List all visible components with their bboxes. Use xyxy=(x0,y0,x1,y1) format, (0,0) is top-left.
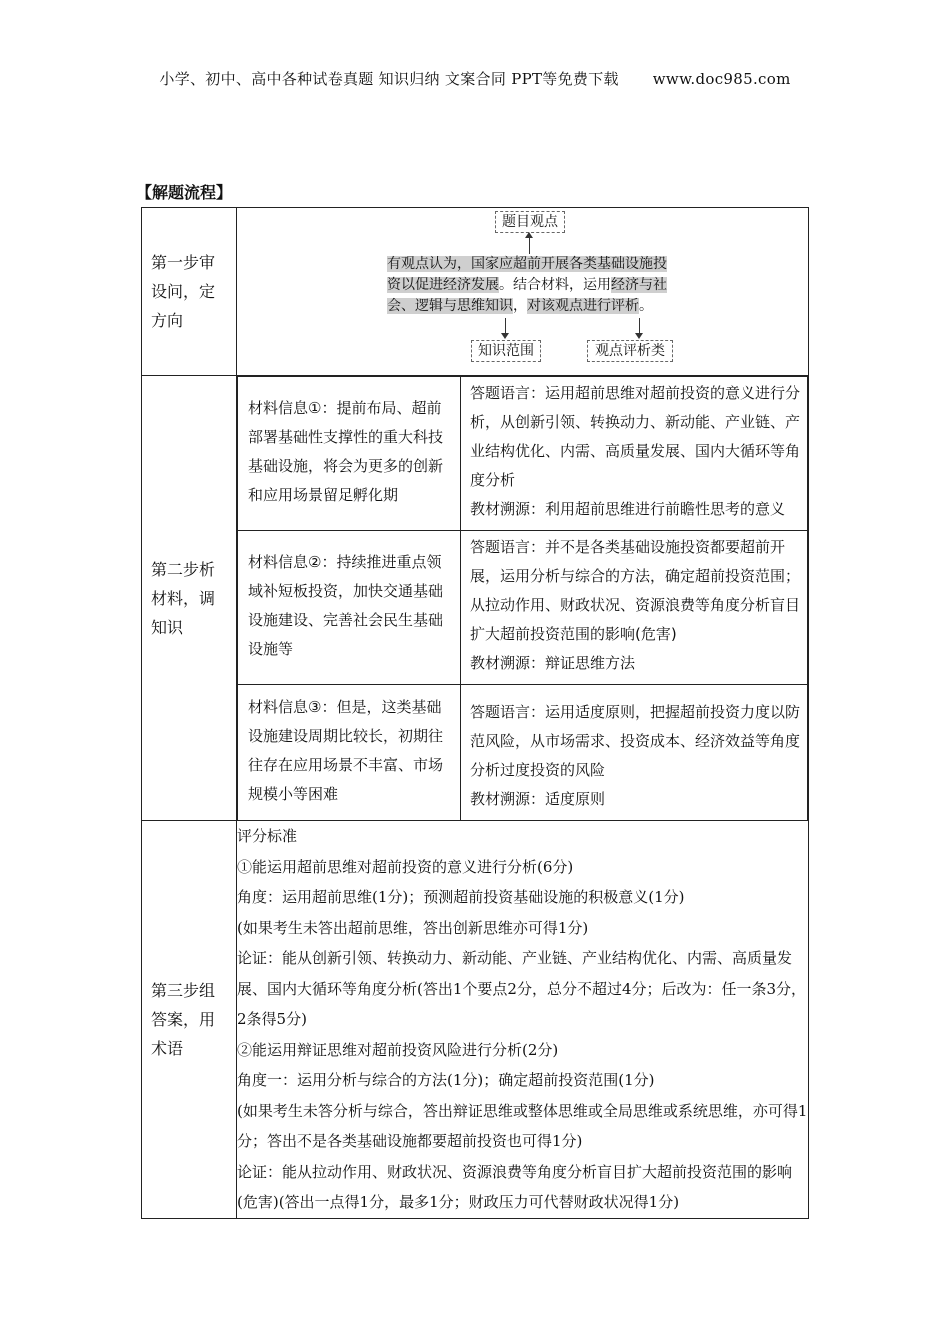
material-row xyxy=(238,377,808,531)
material-info: 材料信息③：但是，这类基础设施建设周期比较长，初期往往存在应用场景不丰富、市场规模小等困难 xyxy=(238,685,461,821)
answer-language: 答题语言：运用适度原则，把握超前投资力度以防范风险，从市场需求、投资成本、经济效益等角度分析过度投资的风险 xyxy=(470,703,801,779)
answer-language: 答题语言：并不是各类基础设施投资都要超前开展，运用分析与综合的方法，确定超前投资范围；从拉动作用、财政状况、资源浪费等角度分析盲目扩大超前投资范围的影响(危害) xyxy=(470,538,801,643)
textbook-source: 教材溯源：辩证思维方法 xyxy=(470,654,636,672)
question-sep: ， xyxy=(513,298,527,314)
scoring-cell xyxy=(237,821,809,1219)
material-info: 材料信息②：持续推进重点领域补短板投资，加快交通基础设施建设、完善社会民生基础设施等 xyxy=(238,531,461,685)
section-title: 【解题流程】 xyxy=(136,183,233,202)
question-task: 对该观点进行评析 xyxy=(527,298,639,314)
scoring-line: ②能运用辩证思维对超前投资风险进行分析(2分) xyxy=(237,1040,559,1059)
question-knowledge: 经济与社会、逻辑与思维知识 xyxy=(387,277,667,314)
material-info: 材料信息①：提前布局、超前部署基础性支撑性的重大科技基础设施，将会为更多的创新和应用场景留足孵化期 xyxy=(238,377,461,531)
question-mid: 。结合材料，运用 xyxy=(499,277,611,293)
scoring-line: (如果考生未答分析与综合，答出辩证思维或整体思维或全局思维或系统思维，亦可得1分；答出不是各类基础设施都要超前投资也可得1分) xyxy=(237,1101,808,1150)
arrow-down-right-head xyxy=(635,333,643,339)
step1-diagram-cell xyxy=(237,208,809,376)
scoring-line: (如果考生未答出超前思维，答出创新思维亦可得1分) xyxy=(237,918,589,937)
step2-label: 第二步析材料，调知识 xyxy=(142,376,237,821)
step2-row xyxy=(142,376,809,821)
answer-cell xyxy=(461,531,808,685)
answer-cell xyxy=(461,377,808,531)
step3-row xyxy=(142,821,809,1219)
box-viewpoint-type: 观点评析类 xyxy=(587,340,673,362)
scoring-line: 角度一：运用分析与综合的方法(1分)；确定超前投资范围(1分) xyxy=(237,1071,655,1089)
box-topic-viewpoint: 题目观点 xyxy=(495,211,565,233)
step3-label: 第三步组答案，用术语 xyxy=(142,821,237,1219)
material-row xyxy=(238,531,808,685)
answer-language: 答题语言：运用超前思维对超前投资的意义进行分析，从创新引领、转换动力、新动能、产业链、产业结构优化、内需、高质量发展、国内大循环等角度分析 xyxy=(470,384,801,489)
step1-label: 第一步审设问，定方向 xyxy=(142,208,237,376)
box-knowledge-scope: 知识范围 xyxy=(471,340,541,362)
textbook-source: 教材溯源：适度原则 xyxy=(470,790,606,808)
answer-cell xyxy=(461,685,808,821)
material-table xyxy=(237,376,808,820)
solution-flow-table xyxy=(141,207,809,1219)
scoring-line: 角度：运用超前思维(1分)；预测超前投资基础设施的积极意义(1分) xyxy=(237,888,685,906)
textbook-source: 教材溯源：利用超前思维进行前瞻性思考的意义 xyxy=(470,500,786,518)
scoring-line: ①能运用超前思维对超前投资的意义进行分析(6分) xyxy=(237,857,574,876)
question-end: 。 xyxy=(639,298,653,314)
scoring-line: 论证：能从创新引领、转换动力、新动能、产业链、产业结构优化、内需、高质量发展、国内大循环等角度分析(答出1个要点2分，总分不超过4分；后改为：任一条3分，2条得5分) xyxy=(237,949,807,1028)
question-diagram xyxy=(237,208,808,375)
arrow-down-left-head xyxy=(501,333,509,339)
step1-row xyxy=(142,208,809,376)
question-viewpoint: 有观点认为，国家应超前开展各类基础设施投资以促进经济发展 xyxy=(387,256,667,293)
scoring-line: 论证：能从拉动作用、财政状况、资源浪费等角度分析盲目扩大超前投资范围的影响(危害)(答出一点得1分，最多1分；财政压力可代替财政状况得1分) xyxy=(237,1162,793,1211)
material-row xyxy=(238,685,808,821)
header-text: 小学、初中、高中各种试卷真题 知识归纳 文案合同 PPT等免费下载 xyxy=(159,70,619,88)
scoring-title: 评分标准 xyxy=(237,827,298,845)
page-header xyxy=(0,68,950,89)
arrow-up-head xyxy=(525,232,533,238)
step2-content-cell xyxy=(237,376,809,821)
header-site[interactable]: www.doc985.com xyxy=(652,70,791,88)
question-text xyxy=(387,254,667,317)
